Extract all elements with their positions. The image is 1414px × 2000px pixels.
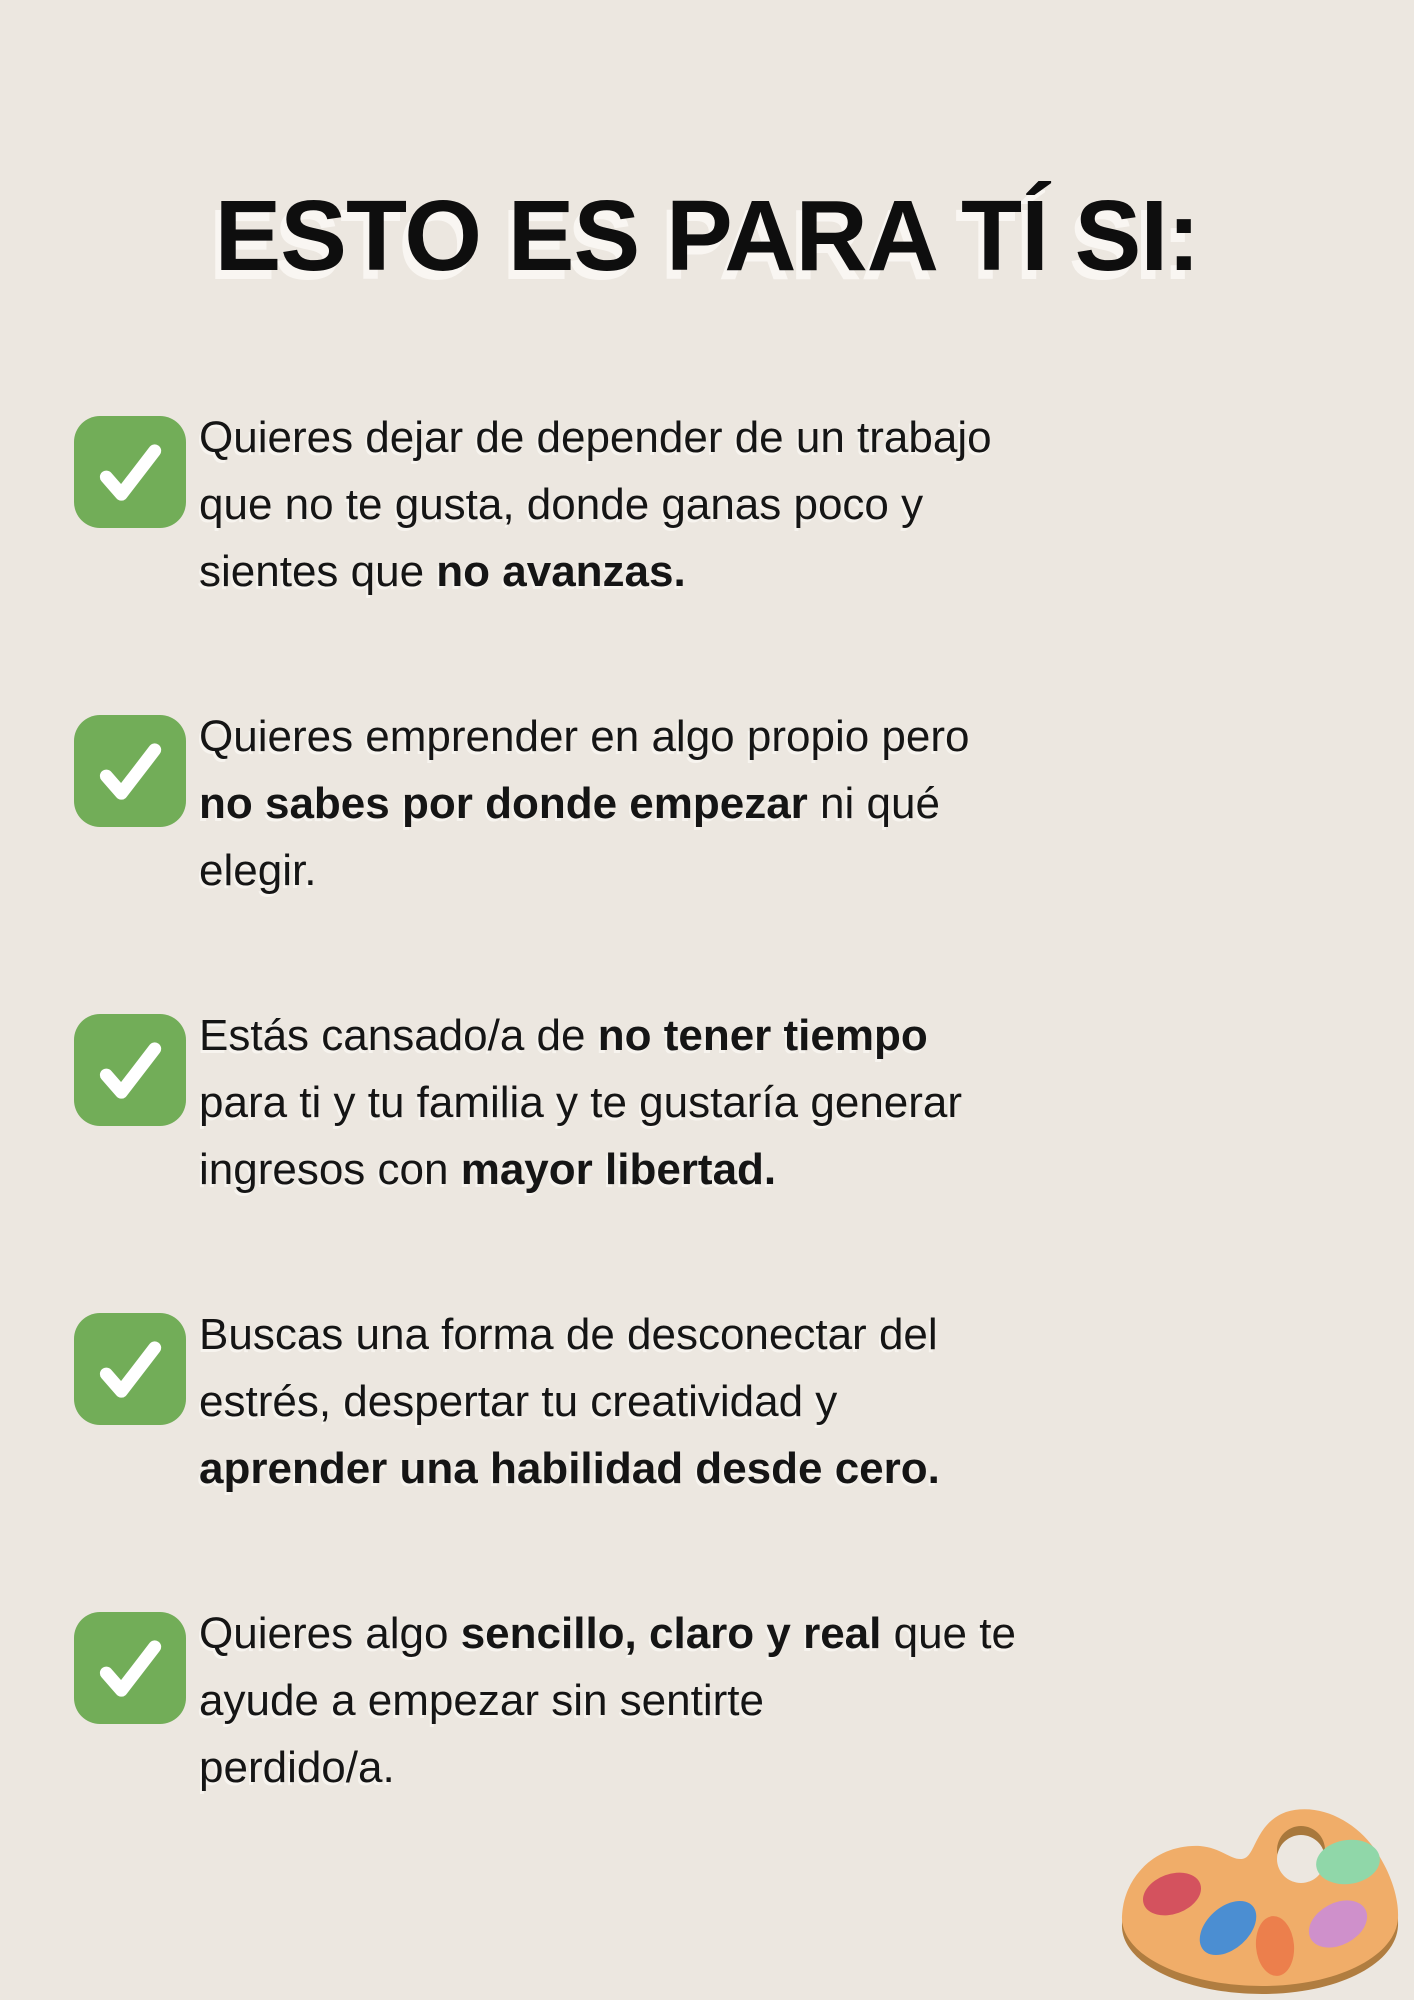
- checklist-item-text: Estás cansado/a de no tener tiempo para ti y tu familia y te gustaría generar ingresos con mayor libertad.: [199, 1011, 963, 1194]
- checkmark: [106, 1348, 154, 1391]
- checkmark: [106, 451, 154, 494]
- checklist-item: [74, 404, 1194, 605]
- checklist-item-text: Quieres algo sencillo, claro y real que te ayude a empezar sin sentirte perdido/a.: [199, 1609, 1016, 1792]
- checklist-item: [74, 1600, 1194, 1801]
- checklist-item: [74, 1002, 1194, 1203]
- check-icon: [74, 1014, 186, 1126]
- page-title: ESTO ES PARA TÍ SI:: [214, 180, 1200, 292]
- checkmark: [106, 1647, 154, 1690]
- checklist-item-text: Buscas una forma de desconectar del estrés, despertar tu creatividad y aprender una habilidad desde cero.: [199, 1310, 940, 1493]
- checkmark: [106, 1049, 154, 1092]
- checklist: [74, 404, 1194, 1899]
- checklist-item: [74, 1301, 1194, 1502]
- check-icon: [74, 1612, 186, 1724]
- checklist-item: [74, 703, 1194, 904]
- checklist-item-text: Quieres dejar de depender de un trabajo que no te gusta, donde ganas poco y sientes que no avanzas.: [199, 413, 992, 596]
- paint-palette-icon: [1120, 1798, 1400, 1996]
- check-icon: [74, 416, 186, 528]
- checklist-item-text: Quieres emprender en algo propio pero no sabes por donde empezar ni qué elegir.: [199, 712, 970, 895]
- check-icon: [74, 1313, 186, 1425]
- checkmark: [106, 750, 154, 793]
- check-icon: [74, 715, 186, 827]
